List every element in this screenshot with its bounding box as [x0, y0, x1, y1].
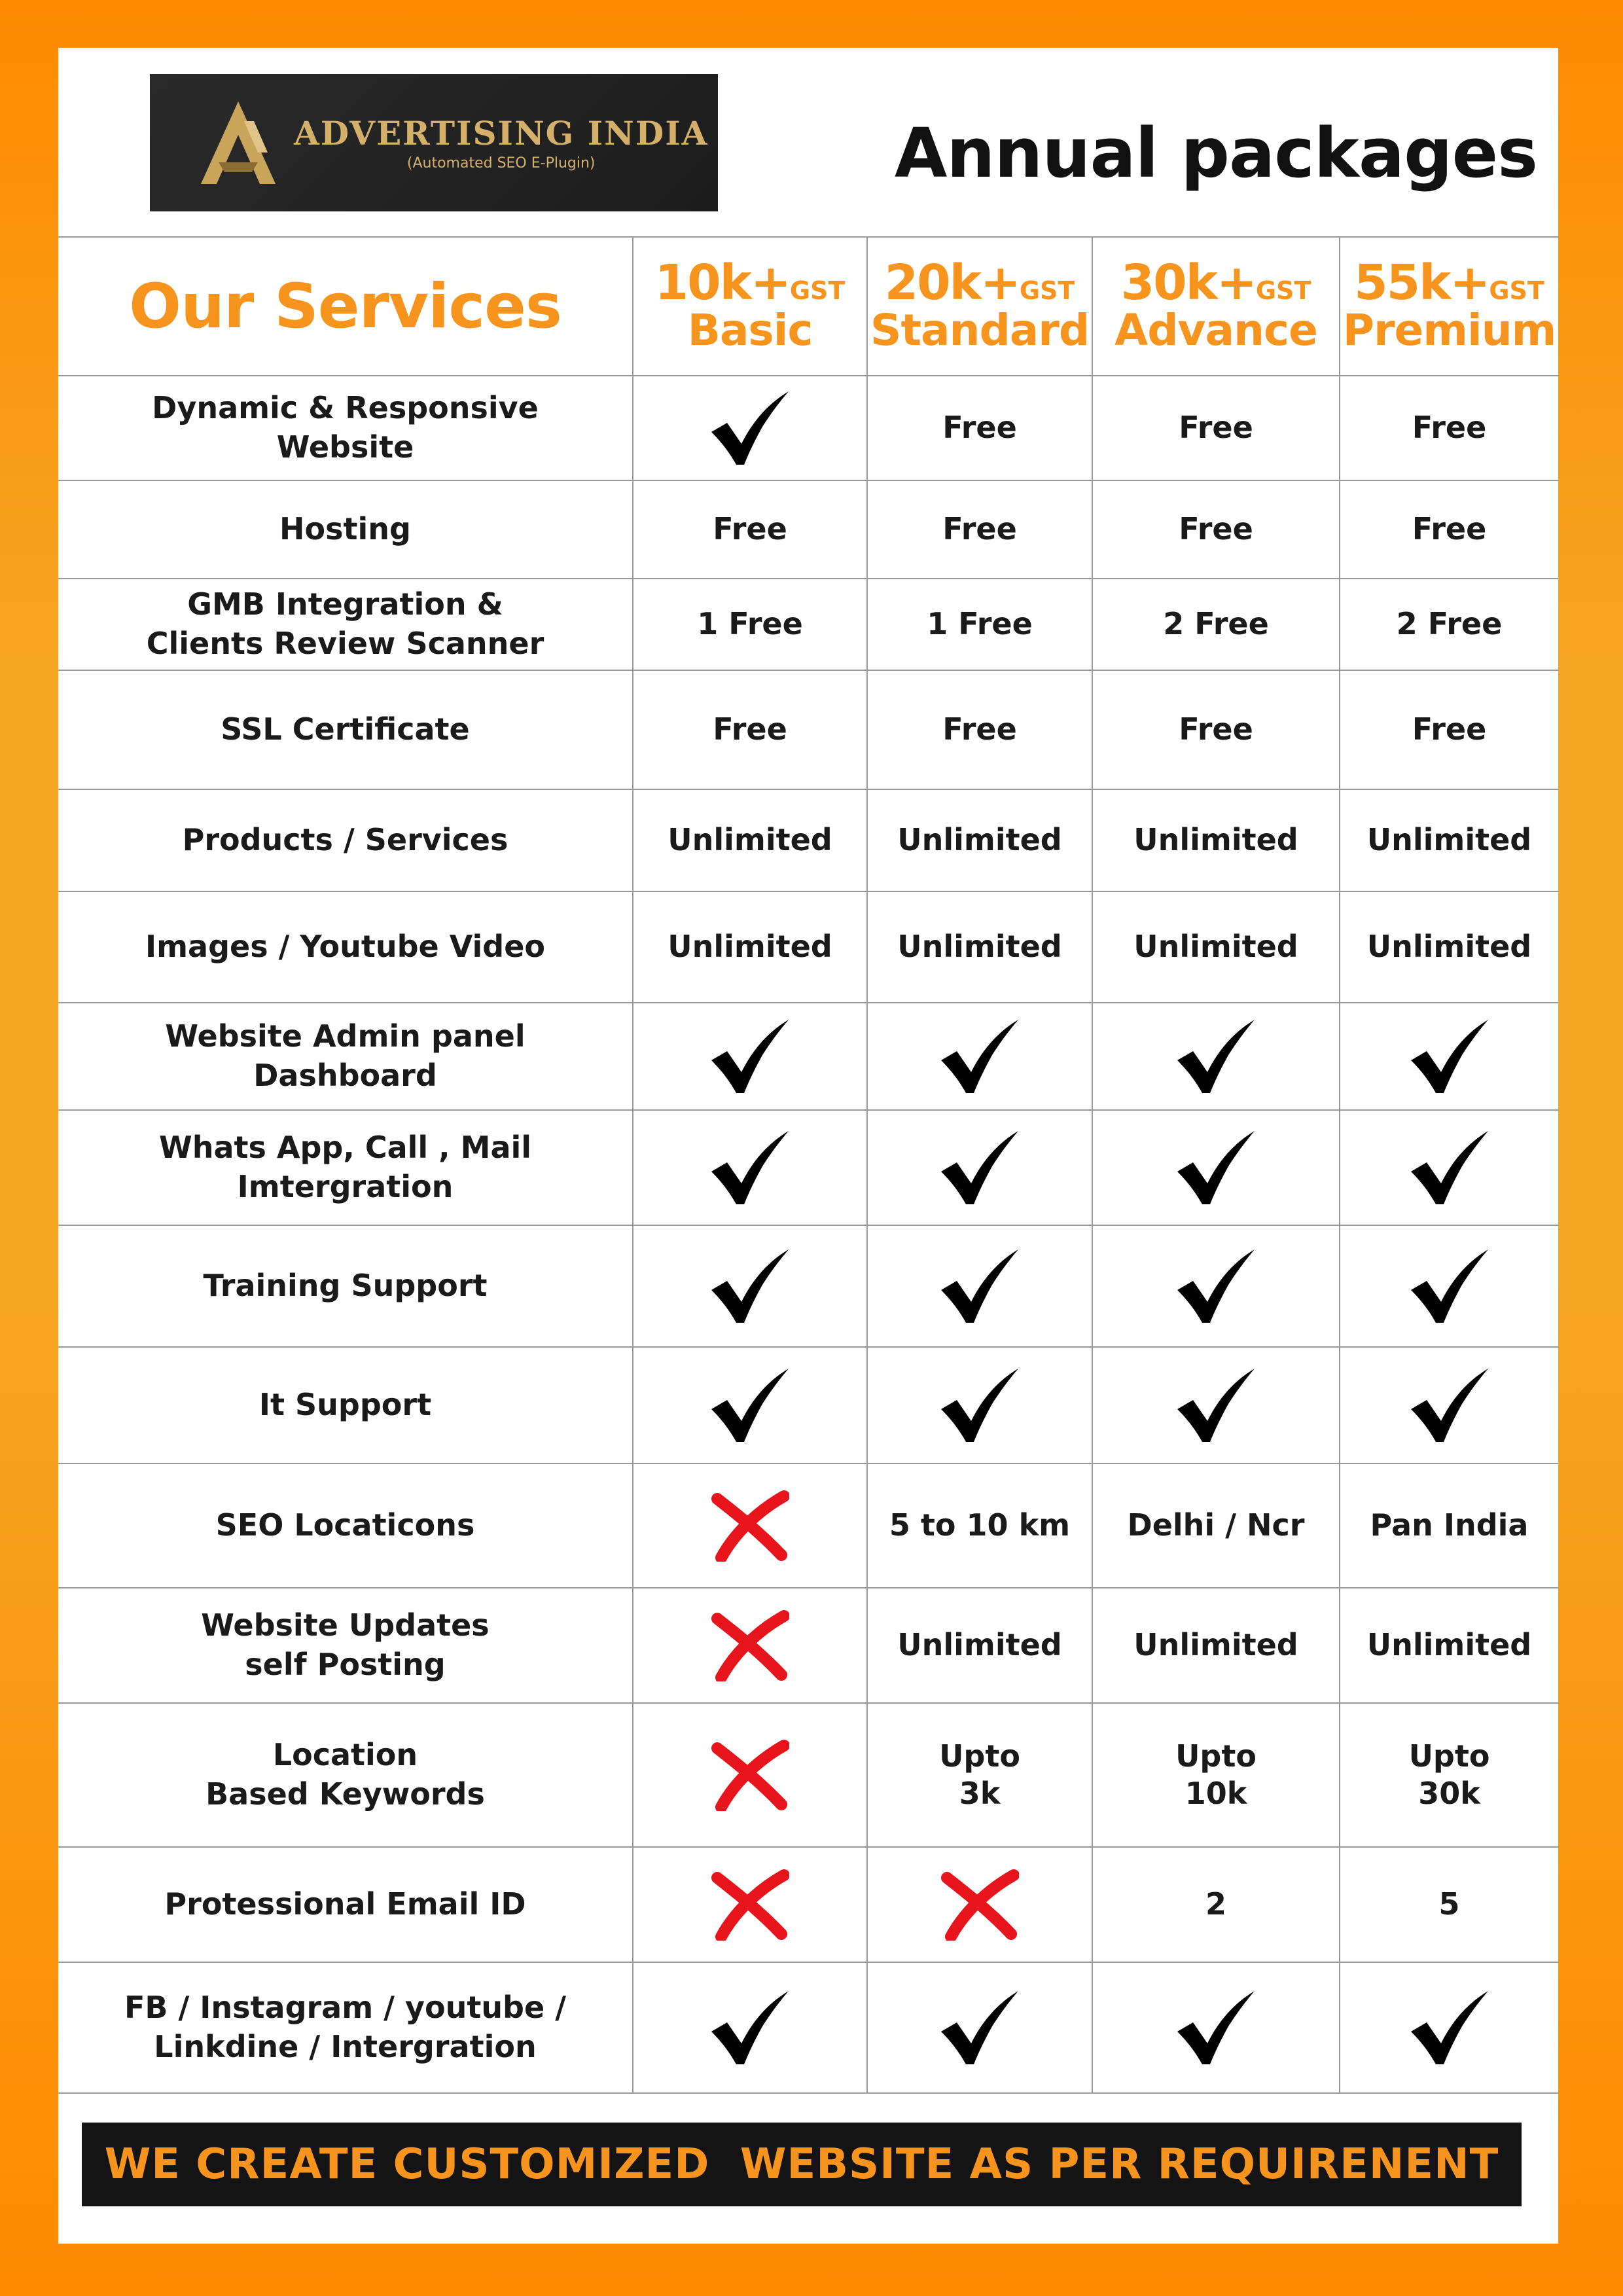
- value-cell: 2: [1092, 1847, 1340, 1962]
- value-cell: Free: [633, 480, 867, 579]
- value-cell: Unlimited: [1092, 1588, 1340, 1703]
- package-name: Standard: [870, 304, 1090, 355]
- packages-table: [58, 236, 1558, 2094]
- value-cell: 5: [1340, 1847, 1558, 1962]
- value-cell: 1 Free: [633, 579, 867, 670]
- service-name: Hosting: [58, 480, 633, 579]
- check-icon: [937, 1988, 1022, 2067]
- table-row: [58, 1225, 1558, 1347]
- not-included-cell: [633, 1588, 867, 1703]
- table-row: [58, 1110, 1558, 1225]
- service-name: SEO Locaticons: [58, 1463, 633, 1588]
- package-price: [1093, 254, 1339, 311]
- check-icon: [707, 389, 793, 467]
- value-cell: Free: [867, 376, 1092, 480]
- not-included-cell: [633, 1703, 867, 1847]
- included-cell: [1340, 1347, 1558, 1463]
- not-included-cell: [867, 1847, 1092, 1962]
- service-name: SSL Certificate: [58, 670, 633, 789]
- value-cell: Upto 30k: [1340, 1703, 1558, 1847]
- package-price-value: 20k+: [884, 254, 1020, 311]
- package-price-value: 10k+: [654, 254, 790, 311]
- value-cell: Free: [1340, 480, 1558, 579]
- table-row: [58, 1347, 1558, 1463]
- table-row: [58, 579, 1558, 670]
- table-row: [58, 1003, 1558, 1110]
- check-icon: [1407, 1017, 1492, 1096]
- included-cell: [633, 1225, 867, 1347]
- check-icon: [707, 1128, 793, 1207]
- check-icon: [1407, 1366, 1492, 1444]
- package-gst-label: GST: [1489, 276, 1544, 305]
- included-cell: [633, 1347, 867, 1463]
- package-price: [633, 254, 866, 311]
- service-name: Products / Services: [58, 789, 633, 891]
- value-cell: 1 Free: [867, 579, 1092, 670]
- package-price-value: 30k+: [1120, 254, 1256, 311]
- table-row: [58, 891, 1558, 1003]
- value-cell: Unlimited: [867, 789, 1092, 891]
- table-row: [58, 1588, 1558, 1703]
- check-icon: [707, 1366, 793, 1444]
- service-name: It Support: [58, 1347, 633, 1463]
- service-name: Protessional Email ID: [58, 1847, 633, 1962]
- value-cell: Unlimited: [633, 891, 867, 1003]
- brand-tagline: (Automated SEO E-Plugin): [406, 155, 596, 171]
- included-cell: [1092, 1962, 1340, 2093]
- value-cell: Free: [1092, 480, 1340, 579]
- value-cell: 5 to 10 km: [867, 1463, 1092, 1588]
- logo-a-icon: [189, 94, 287, 192]
- package-name: Advance: [1115, 304, 1317, 355]
- check-icon: [1407, 1128, 1492, 1207]
- value-cell: Unlimited: [1340, 1588, 1558, 1703]
- value-cell: Unlimited: [1092, 891, 1340, 1003]
- table-row: [58, 376, 1558, 480]
- check-icon: [1173, 1017, 1258, 1096]
- cross-icon: [711, 1869, 789, 1941]
- included-cell: [867, 1110, 1092, 1225]
- included-cell: [1340, 1225, 1558, 1347]
- service-name: Training Support: [58, 1225, 633, 1347]
- included-cell: [633, 376, 867, 480]
- package-gst-label: GST: [789, 276, 846, 305]
- check-icon: [1173, 1128, 1258, 1207]
- value-cell: 2 Free: [1340, 579, 1558, 670]
- included-cell: [1092, 1003, 1340, 1110]
- table-row: [58, 1463, 1558, 1588]
- brand-logo: [150, 74, 718, 211]
- value-cell: Free: [1340, 376, 1558, 480]
- table-row: [58, 1847, 1558, 1962]
- brand-name: ADVERTISING INDIA: [294, 114, 709, 152]
- check-icon: [707, 1017, 793, 1096]
- table-row: [58, 670, 1558, 789]
- check-icon: [937, 1247, 1022, 1325]
- check-icon: [1407, 1988, 1492, 2067]
- services-header: Our Services: [58, 237, 633, 376]
- included-cell: [633, 1003, 867, 1110]
- included-cell: [1340, 1003, 1558, 1110]
- service-name: Whats App, Call , Mail Imtergration: [58, 1110, 633, 1225]
- package-gst-label: GST: [1255, 276, 1311, 305]
- value-cell: Delhi / Ncr: [1092, 1463, 1340, 1588]
- value-cell: Upto 3k: [867, 1703, 1092, 1847]
- included-cell: [1092, 1225, 1340, 1347]
- included-cell: [1340, 1110, 1558, 1225]
- check-icon: [707, 1988, 793, 2067]
- table-row: [58, 1703, 1558, 1847]
- not-included-cell: [633, 1463, 867, 1588]
- included-cell: [1092, 1110, 1340, 1225]
- package-price: [868, 254, 1092, 311]
- value-cell: Free: [867, 480, 1092, 579]
- table-row: [58, 1962, 1558, 2093]
- service-name: FB / Instagram / youtube / Linkdine / Intergration: [58, 1962, 633, 2093]
- cross-icon: [711, 1490, 789, 1562]
- included-cell: [633, 1110, 867, 1225]
- not-included-cell: [633, 1847, 867, 1962]
- price-card: [58, 48, 1558, 2244]
- service-name: Website Admin panel Dashboard: [58, 1003, 633, 1110]
- value-cell: Free: [867, 670, 1092, 789]
- package-price: [1340, 254, 1558, 311]
- value-cell: Free: [1340, 670, 1558, 789]
- package-name: Premium: [1342, 304, 1556, 355]
- included-cell: [867, 1003, 1092, 1110]
- included-cell: [1092, 1347, 1340, 1463]
- value-cell: Unlimited: [867, 891, 1092, 1003]
- value-cell: Unlimited: [1092, 789, 1340, 891]
- service-name: Images / Youtube Video: [58, 891, 633, 1003]
- value-cell: Unlimited: [867, 1588, 1092, 1703]
- included-cell: [867, 1962, 1092, 2093]
- page-title: Annual packages: [894, 113, 1537, 193]
- table-row: [58, 789, 1558, 891]
- check-icon: [937, 1366, 1022, 1444]
- check-icon: [707, 1247, 793, 1325]
- value-cell: Upto 10k: [1092, 1703, 1340, 1847]
- value-cell: Unlimited: [1340, 891, 1558, 1003]
- service-name: Location Based Keywords: [58, 1703, 633, 1847]
- check-icon: [1173, 1366, 1258, 1444]
- service-name: Dynamic & Responsive Website: [58, 376, 633, 480]
- package-price-value: 55k+: [1354, 254, 1489, 311]
- service-name: Website Updates self Posting: [58, 1588, 633, 1703]
- package-name: Basic: [687, 304, 813, 355]
- service-name: GMB Integration & Clients Review Scanner: [58, 579, 633, 670]
- package-header-premium: [1340, 237, 1558, 376]
- cross-icon: [940, 1869, 1019, 1941]
- package-header-standard: [867, 237, 1092, 376]
- included-cell: [867, 1225, 1092, 1347]
- value-cell: Pan India: [1340, 1463, 1558, 1588]
- check-icon: [1407, 1247, 1492, 1325]
- included-cell: [1340, 1962, 1558, 2093]
- value-cell: Unlimited: [1340, 789, 1558, 891]
- package-header-advance: [1092, 237, 1340, 376]
- cross-icon: [711, 1609, 789, 1681]
- check-icon: [937, 1128, 1022, 1207]
- included-cell: [633, 1962, 867, 2093]
- included-cell: [867, 1347, 1092, 1463]
- check-icon: [1173, 1247, 1258, 1325]
- value-cell: Free: [633, 670, 867, 789]
- package-gst-label: GST: [1019, 276, 1075, 305]
- table-row: [58, 480, 1558, 579]
- value-cell: 2 Free: [1092, 579, 1340, 670]
- check-icon: [1173, 1988, 1258, 2067]
- value-cell: Unlimited: [633, 789, 867, 891]
- value-cell: Free: [1092, 670, 1340, 789]
- check-icon: [937, 1017, 1022, 1096]
- value-cell: Free: [1092, 376, 1340, 480]
- cross-icon: [711, 1739, 789, 1811]
- bottom-banner: WE CREATE CUSTOMIZED WEBSITE AS PER REQUIRENENT: [82, 2123, 1522, 2206]
- package-header-basic: [633, 237, 867, 376]
